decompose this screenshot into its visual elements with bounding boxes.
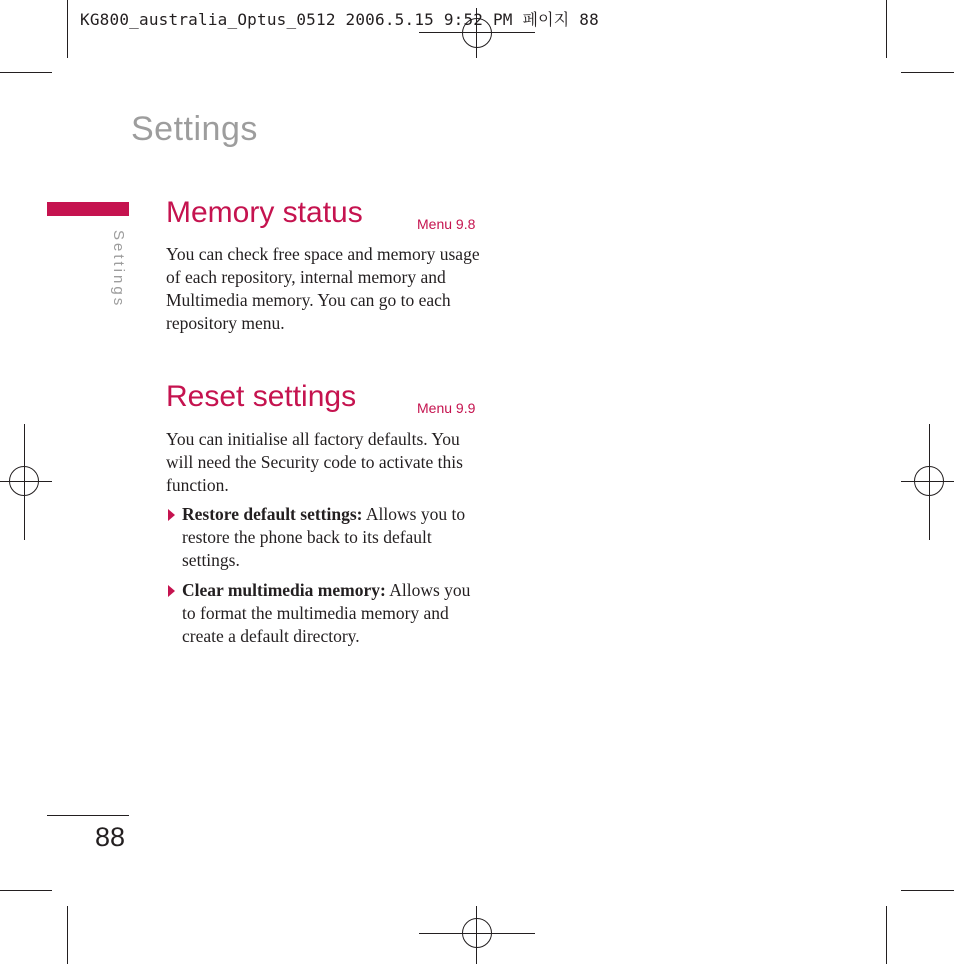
memory-status-body: You can check free space and memory usage of each repository, internal memory and Multimedia memory. You can go to each repository menu. xyxy=(166,244,480,333)
bullet-label: Clear multimedia memory: xyxy=(182,580,386,600)
bullet-restore-default xyxy=(166,503,486,572)
accent-bar xyxy=(47,202,129,216)
page-title: Settings xyxy=(131,110,258,148)
reset-settings-body: You can initialise all factory defaults. You will need the Security code to activate this function. xyxy=(166,429,463,495)
reset-settings-heading: Reset settings xyxy=(166,380,357,413)
memory-status-menu-ref: Menu 9.8 xyxy=(417,216,476,232)
bullet-text: Allows you to format the multimedia memory and create a default directory. xyxy=(182,580,471,646)
bullet-text: Allows you to restore the phone back to its default settings. xyxy=(182,504,466,570)
print-slug: KG800_australia_Optus_0512 2006.5.15 9:52 PM 페이지 88 xyxy=(80,10,599,29)
memory-status-heading: Memory status xyxy=(166,196,363,229)
bullet-label: Restore default settings: xyxy=(182,504,363,524)
crop-mark xyxy=(901,890,954,891)
page-number: 88 xyxy=(95,822,126,852)
crop-mark xyxy=(886,0,887,58)
crop-mark xyxy=(886,906,887,964)
crop-mark xyxy=(0,72,52,73)
bullet-arrow-icon xyxy=(168,509,175,521)
reset-settings-menu-ref: Menu 9.9 xyxy=(417,400,476,416)
bullet-arrow-icon xyxy=(168,585,175,597)
page-number-rule xyxy=(47,815,129,816)
crop-mark xyxy=(0,890,52,891)
crop-mark xyxy=(901,72,954,73)
side-tab-label: Settings xyxy=(110,230,127,309)
crop-mark xyxy=(67,906,68,964)
crop-mark xyxy=(67,0,68,58)
bullet-clear-multimedia xyxy=(166,579,486,648)
